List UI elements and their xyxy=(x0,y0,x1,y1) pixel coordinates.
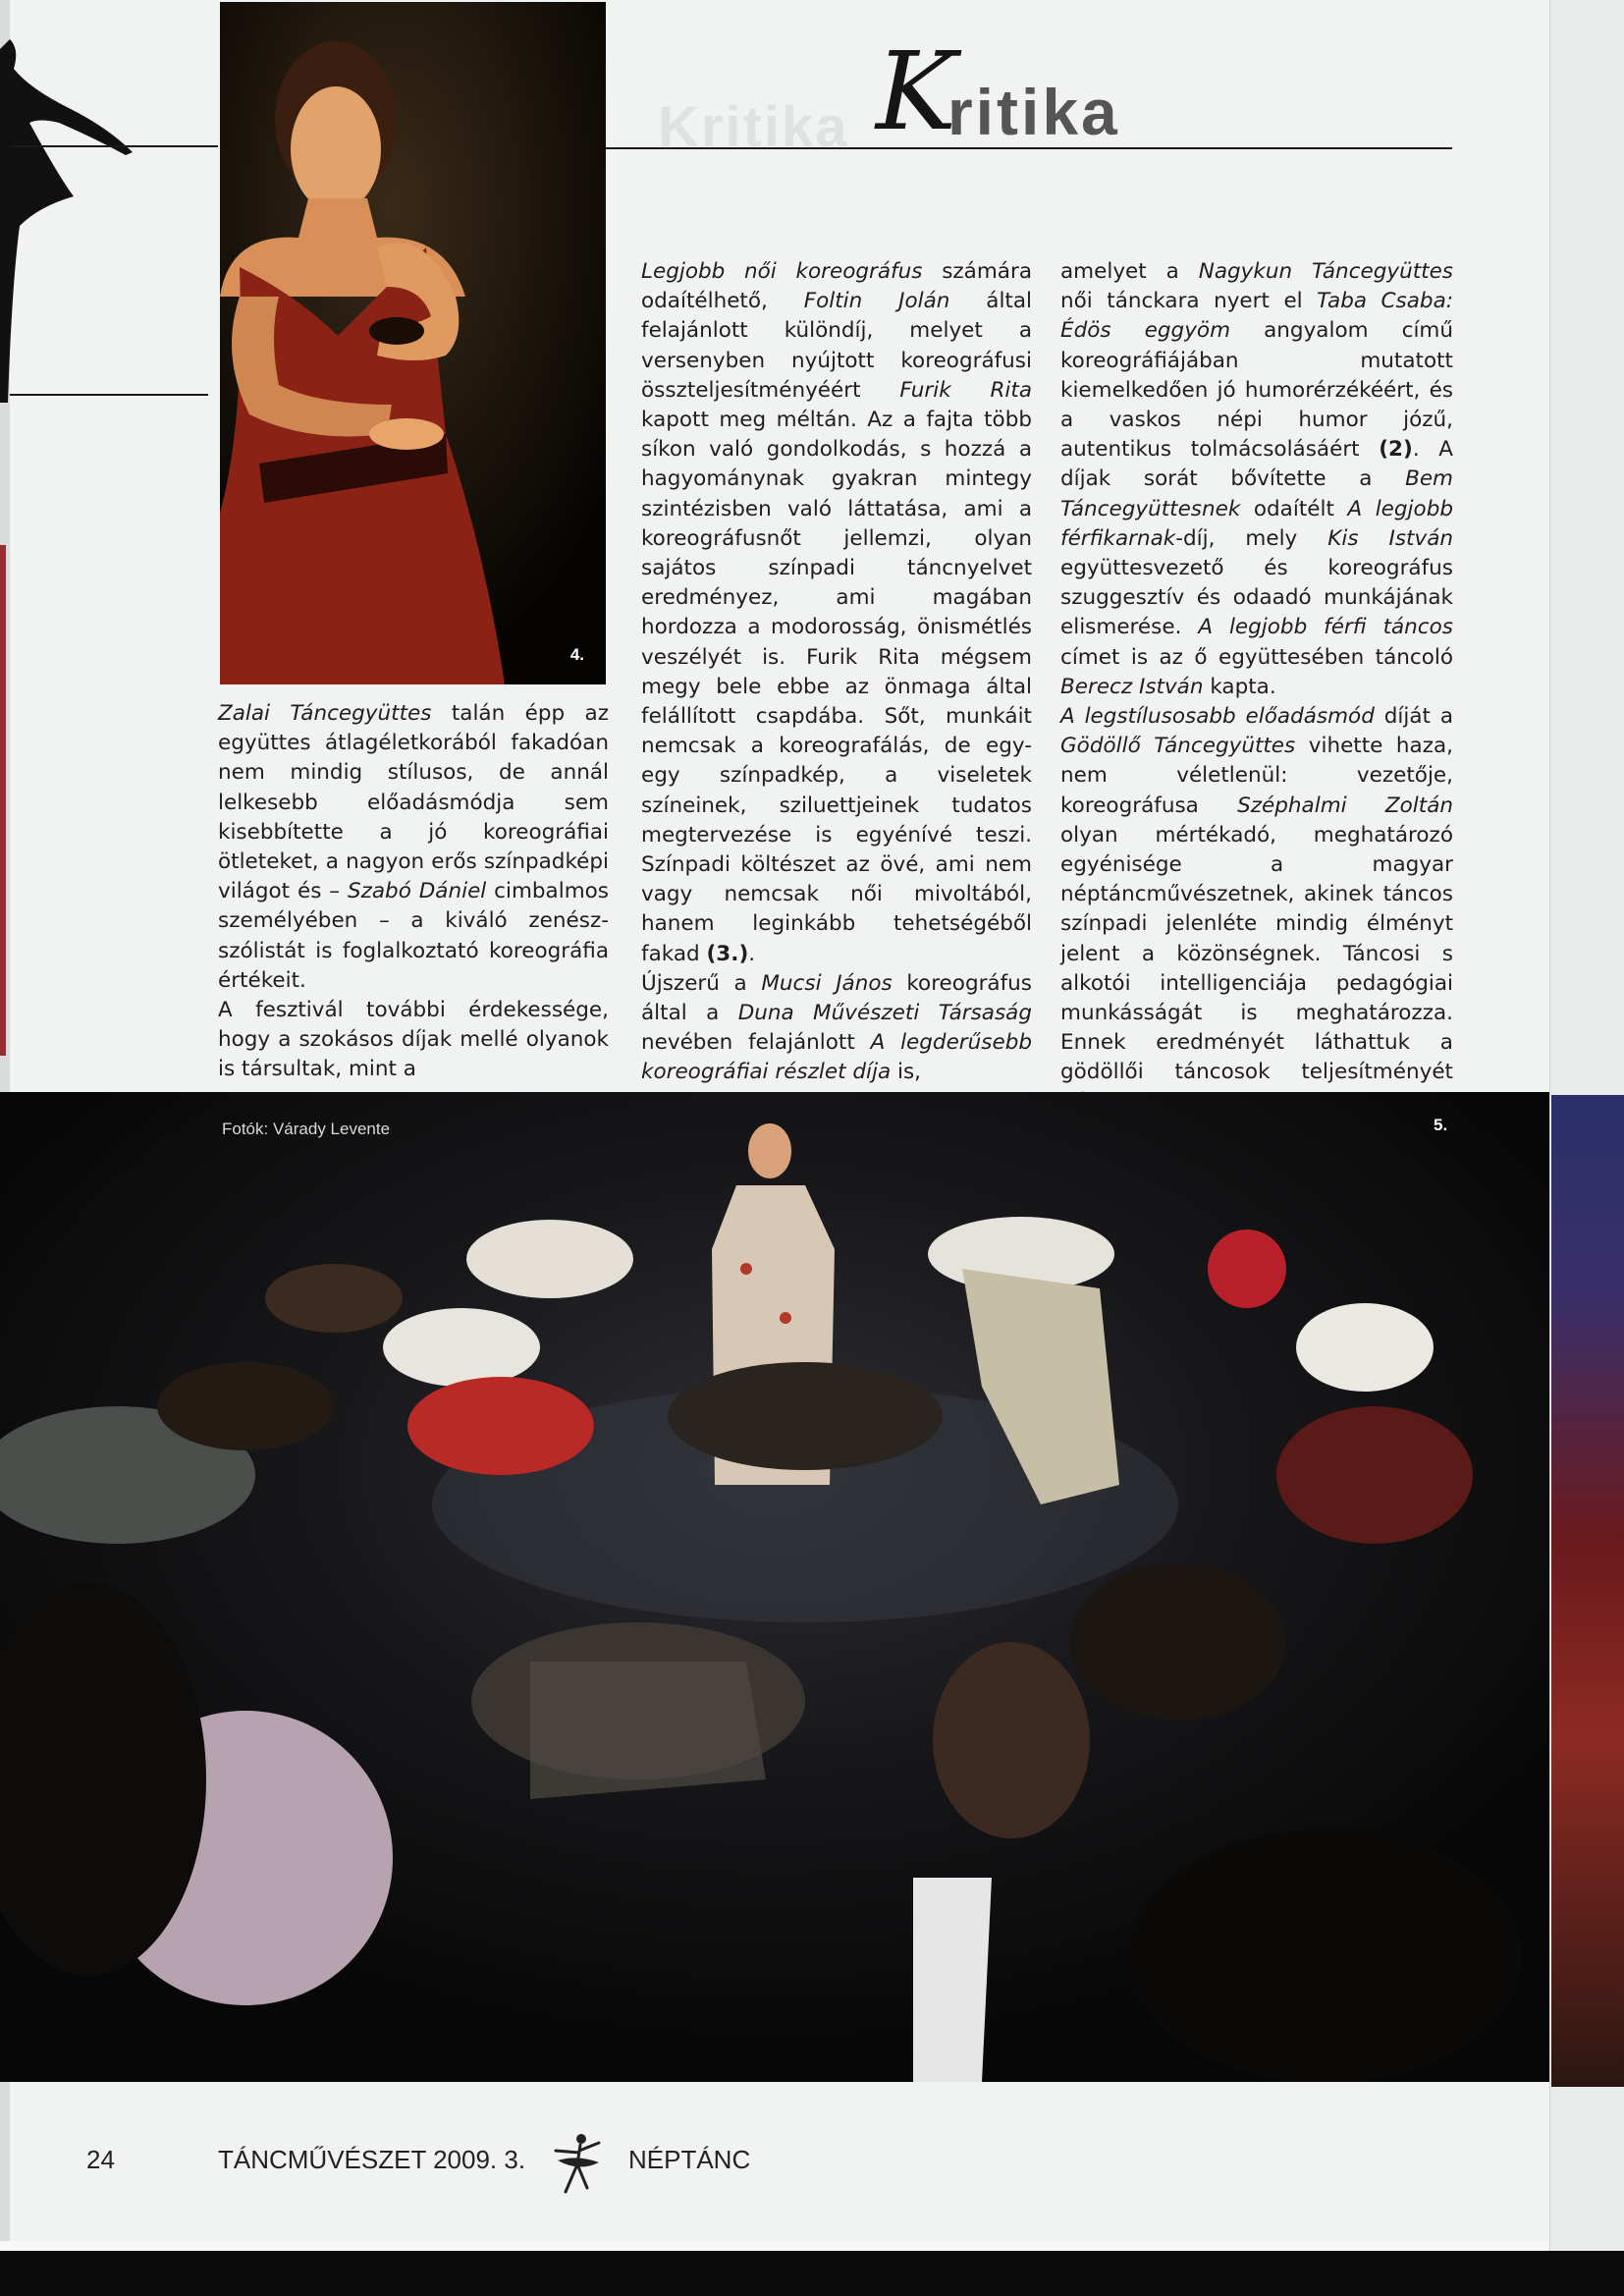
dancer-logo-icon xyxy=(548,2131,605,2196)
header-ghost-text: Kritika xyxy=(658,95,849,159)
facing-page-photo xyxy=(1551,1095,1624,2087)
page-footer xyxy=(0,2111,1549,2200)
article-column-2 xyxy=(641,257,1032,1088)
text-run: olyan mértékadó, meghatározó egyénisége a magyar néptáncművészetnek, akinek táncos színpadi jelenléte mindig élményt jelent a közönségnek. Táncosi s alkotói intelligenciája pedagógiai munkásságát is meghatározza. Ennek eredményét láthattuk a gödöllői táncosok teljesítményét xyxy=(1060,822,1453,1085)
page-number: 24 xyxy=(86,2145,115,2174)
text-run: cimbalmos személyében – a kiváló zenész-szólistát is foglalkoztató koreográfia értékeit. xyxy=(218,879,610,993)
photo-number: 4. xyxy=(569,645,584,664)
text-run: nevében felajánlott xyxy=(641,1030,871,1056)
text-run: számára odaítélhető, xyxy=(641,259,1032,314)
text-run: címet is az ő együttesében táncoló xyxy=(1060,644,1453,670)
scan-bottom-edge xyxy=(0,2251,1624,2296)
photo-reference: (2) xyxy=(1379,437,1413,463)
text-run: . xyxy=(748,941,756,966)
text-run: angyalom című koreográfiájában mutatott kiemelkedően jó humorérzékéért, és a vaskos népi humor józű, autentikus tolmácsolásáért xyxy=(1060,318,1454,463)
work-title: Taba Csaba: Édös eggyöm xyxy=(1060,289,1453,344)
text-run: által felajánlott különdíj, melyet a versenyben nyújtott koreográfusi összteljesítményéért xyxy=(641,289,1033,403)
text-run: koreográfus által a xyxy=(641,970,1032,1026)
section-name: NÉPTÁNC xyxy=(628,2145,751,2174)
person-name: Szabó Dániel xyxy=(347,879,487,904)
photo-dancer-red-dress xyxy=(220,2,606,684)
journal-title: TÁNCMŰVÉSZET 2009. 3. xyxy=(218,2145,526,2174)
text-run: együttesvezető és koreográfus szuggesztív és odaadó munkájának elismerése. xyxy=(1060,556,1453,640)
text-run: talán épp az együttes átlagéletkorából fakadóan nem mindig stílusos, de annál lelkesebb előadásmódja sem kisebbítette a jó koreográfiai ötleteket, a nagyon erős színpadképi világot és – xyxy=(218,701,609,904)
person-name: Foltin Jolán xyxy=(803,289,950,314)
text-run: is, xyxy=(891,1060,921,1085)
ensemble-name: Bem Táncegyüttesnek xyxy=(1060,466,1453,521)
text-run: . A díjak sorát bővítette a xyxy=(1060,437,1453,492)
photo-number: 5. xyxy=(1434,1116,1448,1134)
article-column-1 xyxy=(218,699,609,1085)
header-title: ritika xyxy=(947,76,1120,148)
person-name: Mucsi János xyxy=(761,970,893,996)
page-bottom-margin xyxy=(0,2241,1549,2251)
article-column-3 xyxy=(1060,257,1453,1118)
text-run: A fesztivál további érdekessége, hogy a szokásos díjak mellé olyanok is társultak, mint a xyxy=(218,998,609,1082)
text-run: kapta. xyxy=(1203,674,1276,699)
text-run: -díj, mely xyxy=(1175,525,1328,551)
text-run: odaítélt xyxy=(1240,496,1348,521)
person-name: Berecz István xyxy=(1060,674,1204,699)
text-run: amelyet a xyxy=(1060,259,1199,284)
ensemble-name: Gödöllő Táncegyüttes xyxy=(1060,734,1296,759)
paragraph xyxy=(1060,257,1453,702)
photo-dance-circle xyxy=(0,1092,1549,2082)
paragraph xyxy=(641,257,1032,969)
award-name: A legjobb férfi táncos xyxy=(1198,615,1453,640)
person-name: Furik Rita xyxy=(899,377,1032,403)
award-name: A legjobb férfikarnak xyxy=(1060,496,1453,551)
text-run: női tánckara nyert el xyxy=(1060,289,1318,314)
text-run: vihette haza, nem véletlenül: vezetője, koreográfusa xyxy=(1060,734,1453,818)
header-rule-left xyxy=(10,145,218,147)
rule-left-lower xyxy=(10,394,208,396)
paragraph xyxy=(218,699,609,996)
photo-reference: (3.) xyxy=(706,941,749,966)
ensemble-name: Zalai Táncegyüttes xyxy=(218,701,432,726)
left-red-strip xyxy=(0,545,6,1056)
award-name: A legstílusosabb előadásmód xyxy=(1060,704,1375,730)
ensemble-name: Nagykun Táncegyüttes xyxy=(1198,259,1454,284)
award-name: A legderűsebb koreográfiai részlet díja xyxy=(641,1030,1032,1085)
award-name: Legjobb női koreográfus xyxy=(641,259,923,284)
organization-name: Duna Művészeti Társaság xyxy=(737,1001,1032,1026)
text-run: díját a xyxy=(1374,704,1453,730)
dancer-silhouette-icon xyxy=(0,29,147,403)
text-run: Újszerű a xyxy=(641,970,762,996)
photo-credit: Fotók: Várady Levente xyxy=(222,1120,391,1138)
paragraph xyxy=(218,996,609,1085)
paragraph xyxy=(641,969,1032,1088)
person-name: Széphalmi Zoltán xyxy=(1237,793,1454,818)
text-run: kapott meg méltán. Az a fajta több síkon való gondolkodás, s hozzá a hagyománynak gyakran mintegy szintézisben való láttatása, ami a koreográfusnőt jellemzi, olyan sajátos színpadi táncnyelvet eredményez, ami magában hordozza a modorosság, önismétlés veszélyét is. Furik Rita mégsem megy bele ebbe az önmaga által felállított csapdába. Sőt, munkáit nemcsak a koreografálás, de egy-egy színpadkép, a viseletek színeinek, sziluettjeinek tudatos megtervezése is egyénívé teszi. Színpadi költészet az övé, ami nem vagy nemcsak női mivoltából, hanem leginkább tehetségéből fakad xyxy=(641,408,1032,966)
section-header xyxy=(619,28,1463,159)
header-initial: K xyxy=(876,28,957,154)
paragraph xyxy=(1060,702,1453,1118)
person-name: Kis István xyxy=(1327,525,1453,551)
